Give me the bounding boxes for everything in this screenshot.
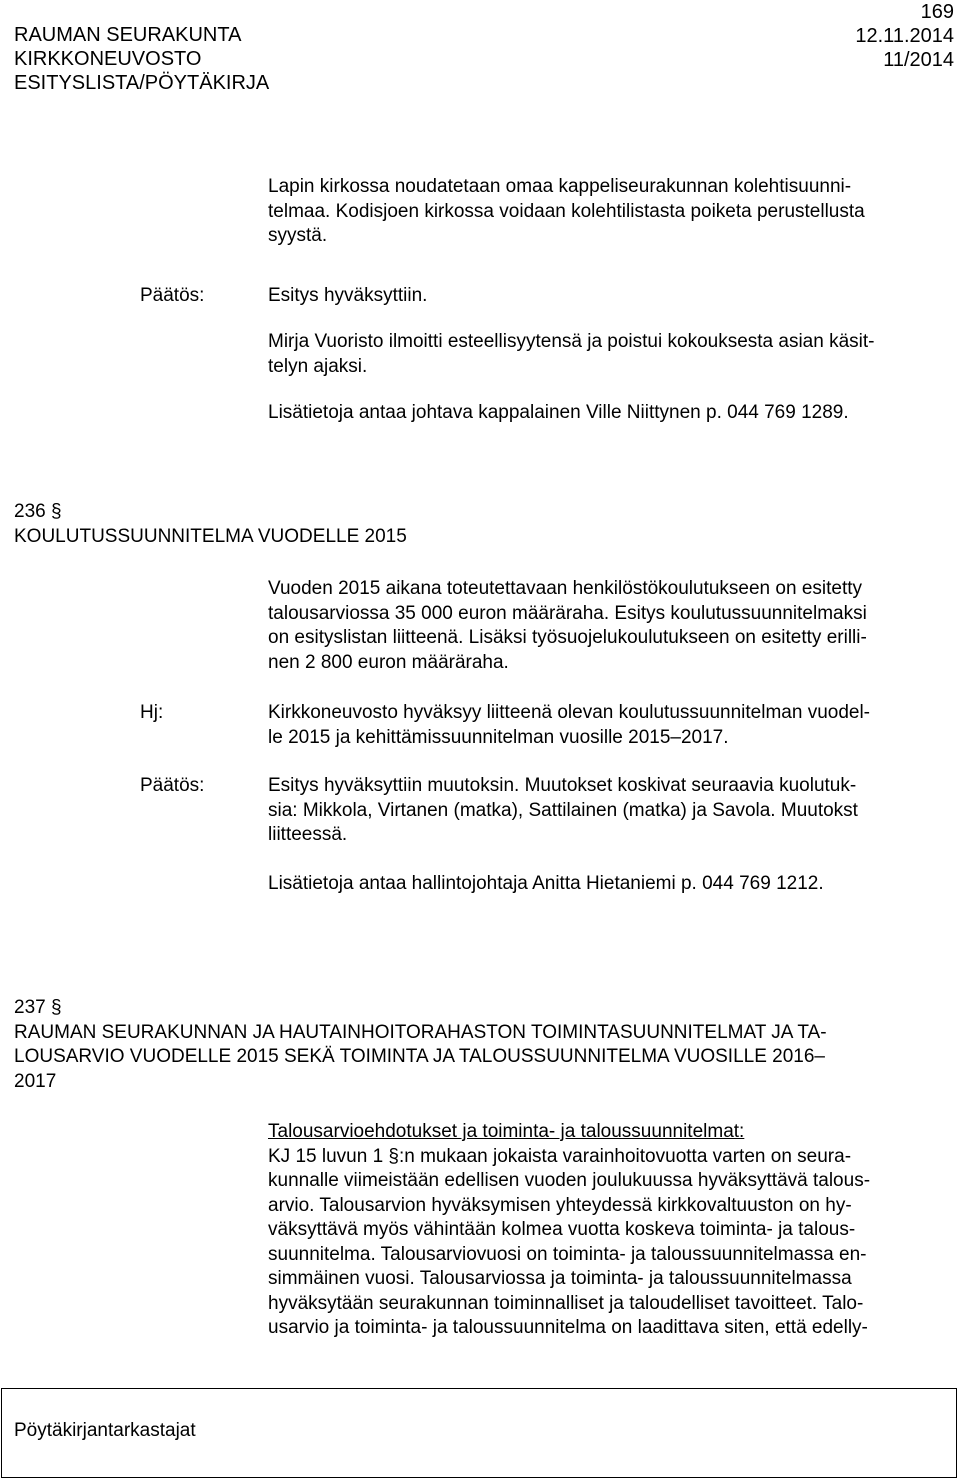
title-line: LOUSARVIO VUODELLE 2015 SEKÄ TOIMINTA JA TALOUSSUUNNITELMA VUOSILLE 2016– — [14, 1046, 825, 1067]
item-number: 236 § — [14, 501, 62, 522]
continuation-paragraph — [268, 175, 958, 249]
text-line: hyväksytään seurakunnan toiminnalliset ja taloudelliset tavoitteet. Talo- — [268, 1292, 864, 1314]
minutes-checkers-box — [1, 1388, 957, 1478]
text-line: kunnalle viimeistään edellisen vuoden joulukuussa hyväksyttävä talous- — [268, 1170, 871, 1191]
recusal-note — [268, 330, 958, 379]
text-line: Kirkkoneuvosto hyväksyy liitteenä olevan koulutussuunnitelman vuodel- — [268, 702, 871, 723]
section-subheading: Talousarvioehdotukset ja toiminta- ja taloussuunnitelmat: — [268, 1121, 745, 1142]
text-line: Mirja Vuoristo ilmoitti esteellisyytensä ja poistui kokouksesta asian käsit- — [268, 331, 875, 352]
text-line: arvio. Talousarvion hyväksymisen yhteydessä kirkkovaltuuston on hy- — [268, 1194, 852, 1216]
decision-label: Päätös: — [140, 285, 205, 306]
item-236-intro — [268, 577, 958, 675]
proposal-label: Hj: — [140, 702, 164, 723]
document-header-right — [855, 0, 954, 72]
decision-label: Päätös: — [140, 775, 205, 796]
text-line: suunnitelma. Talousarviovuosi on toiminta- ja taloussuunnitelmassa en- — [268, 1243, 867, 1265]
minutes-checkers-label: Pöytäkirjantarkastajat — [14, 1420, 196, 1441]
item-237-heading — [14, 996, 954, 1094]
text-line: usarvio ja toiminta- ja taloussuunnitelma on laadittava siten, että edelly- — [268, 1317, 868, 1338]
text-line: le 2015 ja kehittämissuunnitelman vuosille 2015–2017. — [268, 726, 729, 748]
text-line: KJ 15 luvun 1 §:n mukaan jokaista varainhoitovuotta varten on seura- — [268, 1145, 852, 1167]
title-line: RAUMAN SEURAKUNNAN JA HAUTAINHOITORAHASTON TOIMINTASUUNNITELMAT JA TA- — [14, 1021, 827, 1043]
text-line: talousarviossa 35 000 euron määräraha. Esitys koulutussuunnitelmaksi — [268, 602, 867, 624]
text-line: telmaa. Kodisjoen kirkossa voidaan kolehtilistasta poiketa perustellusta — [268, 200, 865, 222]
item-number: 237 § — [14, 997, 62, 1018]
organization-name: RAUMAN SEURAKUNTA — [14, 24, 242, 46]
item-title: KOULUTUSSUUNNITELMA VUODELLE 2015 — [14, 525, 407, 547]
text-line: sia: Mikkola, Virtanen (matka), Sattilainen (matka) ja Savola. Muutokst — [268, 799, 858, 821]
text-line: liitteessä. — [268, 824, 348, 845]
document-type: ESITYSLISTA/PÖYTÄKIRJA — [14, 72, 270, 94]
meeting-date: 12.11.2014 — [855, 25, 954, 47]
text-line: syystä. — [268, 225, 328, 246]
contact-info: Lisätietoja antaa johtava kappalainen Ville Niittynen p. 044 769 1289. — [268, 402, 849, 423]
text-line: on esityslistan liitteenä. Lisäksi työsuojelukoulutukseen on esitetty erilli- — [268, 627, 867, 648]
text-line: nen 2 800 euron määräraha. — [268, 651, 509, 673]
contact-info: Lisätietoja antaa hallintojohtaja Anitta Hietaniemi p. 044 769 1212. — [268, 873, 824, 894]
decision-text — [268, 774, 958, 848]
text-line: Esitys hyväksyttiin muutoksin. Muutokset koskivat seuraavia kuolutuk- — [268, 775, 857, 796]
document-header-left — [14, 23, 269, 95]
text-line: telyn ajaksi. — [268, 355, 368, 377]
text-line: simmäinen vuosi. Talousarviossa ja toiminta- ja taloussuunnitelmassa — [268, 1268, 852, 1289]
text-line: Vuoden 2015 aikana toteutettavaan henkilöstökoulutukseen on esitetty — [268, 578, 863, 599]
decision-text: Esitys hyväksyttiin. — [268, 285, 428, 306]
text-line: väksyttävä myös vähintään kolmea vuotta koskeva toiminta- ja talous- — [268, 1219, 856, 1240]
title-line: 2017 — [14, 1070, 57, 1092]
governing-body: KIRKKONEUVOSTO — [14, 48, 202, 70]
text-line: Lapin kirkossa noudatetaan omaa kappeliseurakunnan kolehtisuunni- — [268, 176, 852, 197]
item-236-heading — [14, 500, 954, 549]
page-number: 169 — [920, 1, 954, 23]
issue-number: 11/2014 — [883, 49, 954, 71]
item-237-body — [268, 1120, 958, 1341]
proposal-text — [268, 701, 958, 750]
